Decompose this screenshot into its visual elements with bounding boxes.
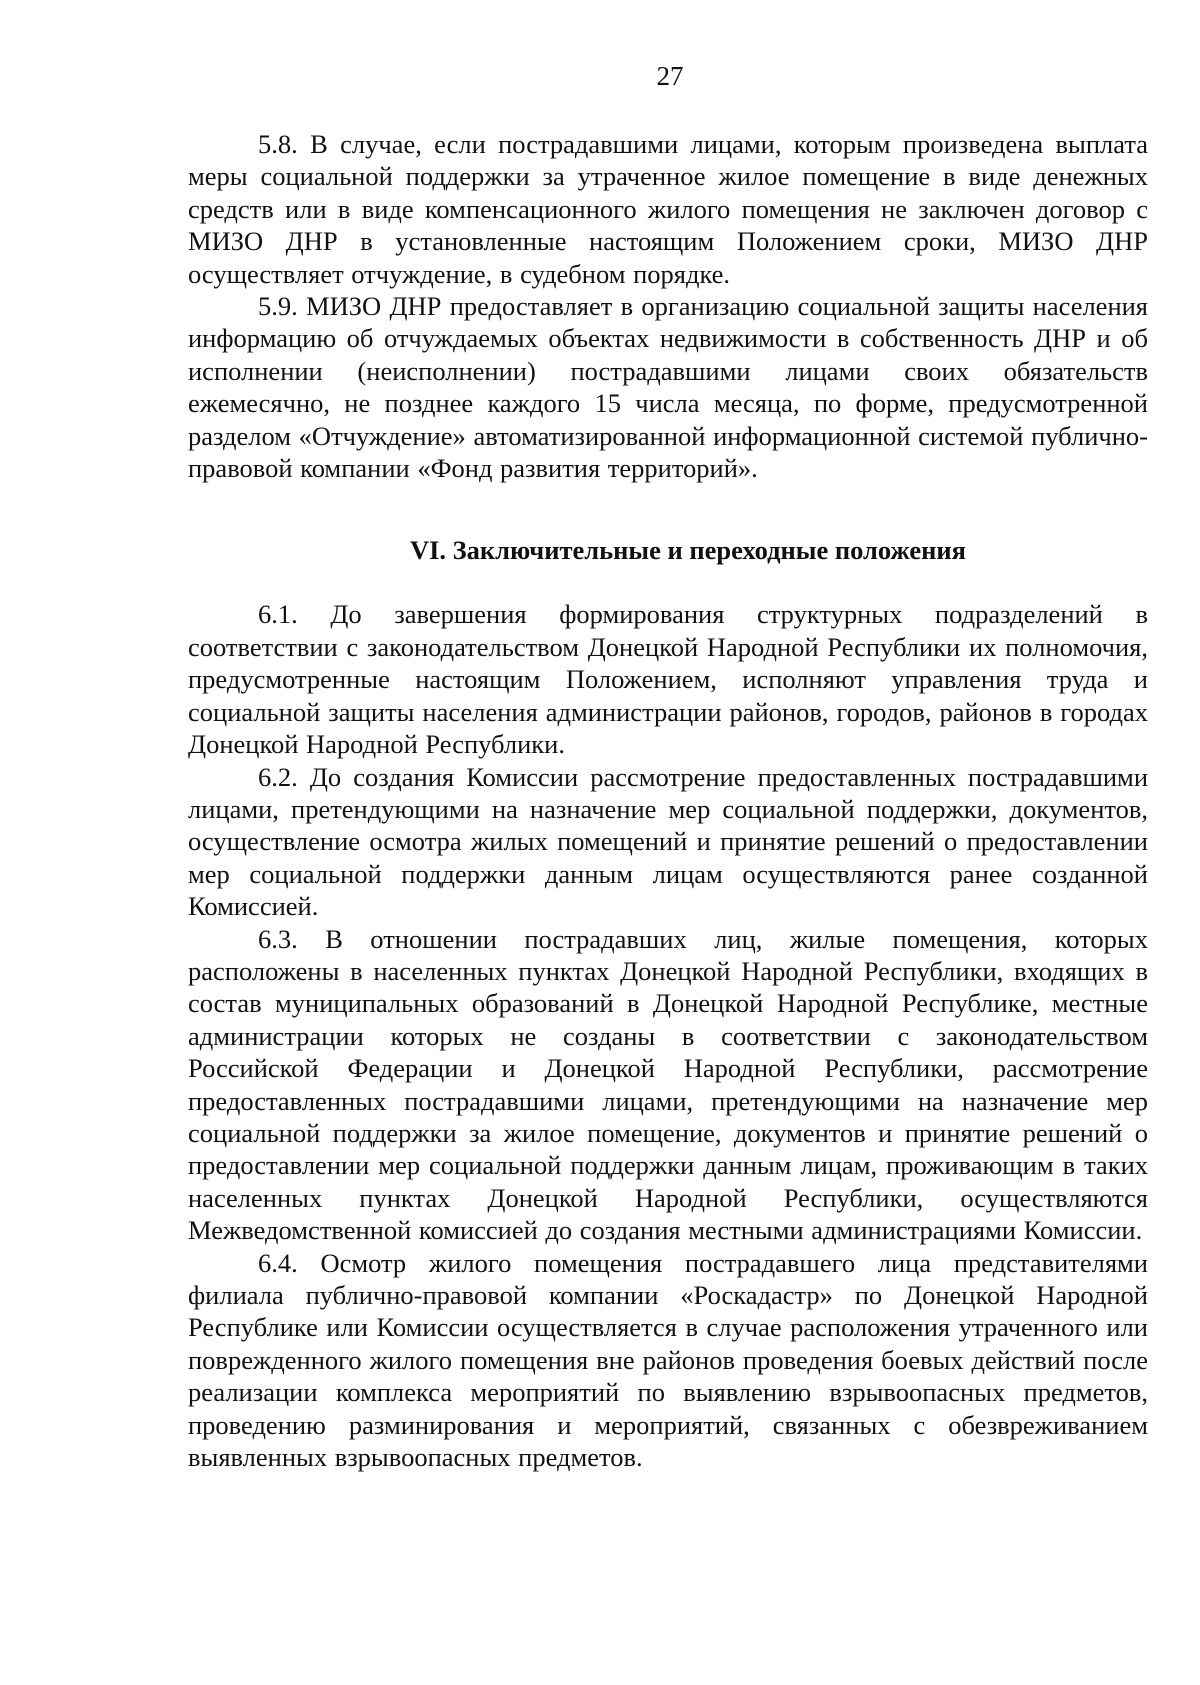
paragraph-5-8: 5.8. В случае, если пострадавшими лицами, которым произведена выплата меры социальной поддержки за утраченное жилое помещение в виде денежных средств или в виде компенсационного жилого помещения не заключен договор с МИЗО ДНР в установленные настоящим Положением сроки, МИЗО ДНР осуществляет отчуждение, в судебном порядке.	[188, 129, 1148, 289]
paragraph-6-1: 6.1. До завершения формирования структурных подразделений в соответствии с законодательством Донецкой Народной Республики их полномочия, предусмотренные настоящим Положением, исполняют управления труда и социальной защиты населения администрации районов, городов, районов в городах Донецкой Народной Республики.	[188, 599, 1148, 760]
page-number: 27	[656, 61, 684, 91]
paragraph-6-2: 6.2. До создания Комиссии рассмотрение предоставленных пострадавшими лицами, претендующими на назначение мер социальной поддержки, документов, осуществление осмотра жилых помещений и принятие решений о предоставлении мер социальной поддержки данным лицам осуществляются ранее созданной Комиссией.	[188, 761, 1148, 922]
paragraph-6-4: 6.4. Осмотр жилого помещения пострадавшего лица представителями филиала публично-правовой компании «Роскадастр» по Донецкой Народной Республике или Комиссии осуществляется в случае расположения утраченного или поврежденного жилого помещения вне районов проведения боевых действий после реализации комплекса мероприятий по выявлению взрывоопасных предметов, проведению разминирования и мероприятий, связанных с обезвреживанием выявленных взрывоопасных предметов.	[188, 1247, 1148, 1473]
document-body	[188, 128, 1148, 1473]
paragraph-6-3: 6.3. В отношении пострадавших лиц, жилые помещения, которых расположены в населенных пунктах Донецкой Народной Республики, входящих в состав муниципальных образований в Донецкой Народной Республике, местные администрации которых не созданы в соответствии с законодательством Российской Федерации и Донецкой Народной Республики, рассмотрение предоставленных пострадавшими лицами, претендующими на назначение мер социальной поддержки за жилое помещение, документов и принятие решений о предоставлении мер социальной поддержки данным лицам, проживающим в таких населенных пунктах Донецкой Народной Республики, осуществляются Межведомственной комиссией до создания местными администрациями Комиссии.	[188, 923, 1148, 1246]
paragraph-5-9: 5.9. МИЗО ДНР предоставляет в организацию социальной защиты населения информацию об отчуждаемых объектах недвижимости в собственность ДНР и об исполнении (неисполнении) пострадавшими лицами своих обязательств ежемесячно, не позднее каждого 15 числа месяца, по форме, предусмотренной разделом «Отчуждение» автоматизированной информационной системой публично-правовой компании «Фонд развития территорий».	[188, 291, 1148, 484]
section-heading: VI. Заключительные и переходные положения	[409, 535, 967, 566]
